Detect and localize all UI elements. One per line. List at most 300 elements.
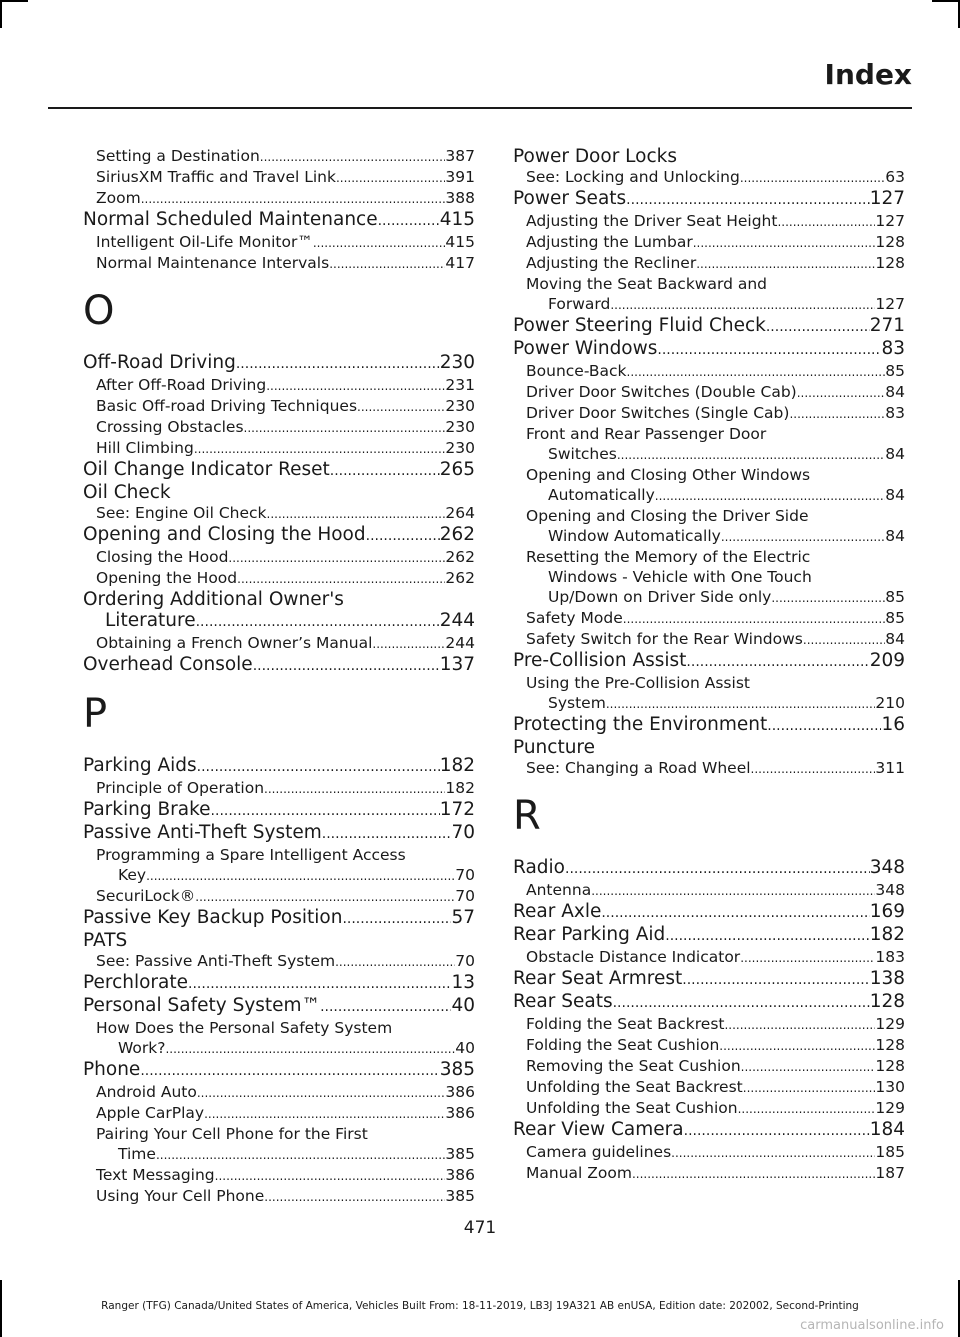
crop-mark-top-left-h — [0, 0, 28, 2]
dot-leader — [342, 909, 451, 930]
dot-leader — [320, 997, 451, 1018]
entry-page-number: 137 — [439, 654, 475, 675]
entry-page-number: 415 — [445, 233, 475, 251]
dot-leader — [237, 569, 445, 589]
entry-page-number: 63 — [885, 168, 905, 186]
index-subentry — [83, 568, 475, 589]
dot-leader — [777, 212, 875, 232]
index-subentry-text: Opening and Closing the Driver Side — [526, 507, 809, 525]
dot-leader — [740, 168, 885, 188]
dot-leader — [684, 1121, 870, 1142]
entry-label: Pre-Collision Assist — [513, 650, 687, 671]
entry-label: Opening the Hood — [96, 569, 238, 587]
entry-page-number: 262 — [445, 569, 475, 587]
entry-page-number: 388 — [445, 189, 475, 207]
entry-label: Rear Seat Armrest — [513, 968, 683, 989]
entry-page-number: 70 — [451, 822, 475, 843]
index-subentry-text: Front and Rear Passenger Door — [526, 425, 767, 443]
dot-leader — [565, 859, 870, 880]
entry-label: Safety Switch for the Rear Windows — [526, 630, 803, 648]
entry-label: Switches — [548, 445, 617, 463]
page-title: Index — [824, 58, 912, 91]
entry-page-number: 84 — [885, 630, 905, 648]
dot-leader — [372, 634, 445, 654]
entry-label: Power Steering Fluid Check — [513, 315, 766, 336]
section-letter: R — [513, 793, 541, 839]
index-entry — [83, 907, 475, 930]
entry-label: See: Passive Anti-Theft System — [96, 952, 336, 970]
dot-leader — [156, 1145, 445, 1165]
entry-label: Normal Maintenance Intervals — [96, 254, 330, 272]
index-heading: Power Door Locks — [513, 146, 678, 167]
entry-label: Manual Zoom — [526, 1164, 632, 1182]
index-entry — [83, 995, 475, 1018]
entry-page-number: 83 — [885, 404, 905, 422]
dot-leader — [671, 1143, 875, 1163]
index-subentry — [83, 253, 475, 274]
index-entry — [513, 315, 905, 338]
entry-page-number: 84 — [885, 445, 905, 463]
entry-label: Parking Aids — [83, 755, 197, 776]
index-heading: Puncture — [513, 737, 596, 758]
entry-label: Text Messaging — [96, 1166, 215, 1184]
index-subentry — [513, 167, 905, 188]
index-subentry — [83, 1144, 475, 1165]
entry-page-number: 127 — [869, 188, 905, 209]
entry-page-number: 128 — [875, 254, 905, 272]
entry-label: Hill Climbing — [96, 439, 194, 457]
entry-label: Apple CarPlay — [96, 1104, 205, 1122]
crop-mark-top-left — [0, 0, 2, 28]
index-entry — [83, 755, 475, 778]
entry-label: Passive Key Backup Position — [83, 907, 343, 928]
entry-page-number: 385 — [439, 1059, 475, 1080]
entry-page-number: 85 — [885, 588, 905, 606]
dot-leader — [329, 254, 445, 274]
entry-page-number: 127 — [875, 212, 905, 230]
entry-label: Adjusting the Driver Seat Height — [526, 212, 778, 230]
entry-page-number: 83 — [881, 338, 905, 359]
dot-leader — [196, 612, 440, 633]
index-subentry — [513, 758, 905, 779]
index-subentry — [83, 232, 475, 253]
entry-page-number: 40 — [451, 995, 475, 1016]
index-subentry — [83, 1165, 475, 1186]
entry-page-number: 130 — [875, 1078, 905, 1096]
entry-page-number: 16 — [881, 714, 905, 735]
dot-leader — [743, 1078, 876, 1098]
index-entry — [83, 524, 475, 547]
index-subentry — [513, 1163, 905, 1184]
dot-leader — [264, 779, 445, 799]
index-heading: Ordering Additional Owner's — [83, 589, 344, 610]
index-entry — [83, 654, 475, 677]
index-subentry — [513, 1014, 905, 1035]
dot-leader — [797, 383, 886, 403]
entry-label: Rear Seats — [513, 991, 613, 1012]
entry-page-number: 262 — [445, 548, 475, 566]
entry-label: See: Changing a Road Wheel — [526, 759, 751, 777]
dot-leader — [236, 354, 440, 375]
index-subentry — [83, 188, 475, 209]
entry-page-number: 129 — [875, 1015, 905, 1033]
dot-leader — [751, 759, 876, 779]
entry-page-number: 387 — [445, 147, 475, 165]
index-entry — [83, 799, 475, 822]
entry-label: Rear Parking Aid — [513, 924, 666, 945]
dot-leader — [610, 295, 875, 315]
index-entry — [513, 1119, 905, 1142]
dot-leader — [767, 716, 881, 737]
entry-label: Parking Brake — [83, 799, 211, 820]
entry-label: Unfolding the Seat Cushion — [526, 1099, 738, 1117]
entry-page-number: 84 — [885, 527, 905, 545]
entry-label: Folding the Seat Backrest — [526, 1015, 725, 1033]
index-subentry — [513, 485, 905, 506]
entry-label: Android Auto — [96, 1083, 197, 1101]
dot-leader — [253, 656, 440, 677]
dot-leader — [623, 609, 886, 629]
entry-label: Unfolding the Seat Backrest — [526, 1078, 743, 1096]
index-entry — [83, 1059, 475, 1082]
entry-label: Closing the Hood — [96, 548, 229, 566]
index-subentry — [513, 587, 905, 608]
dot-leader — [140, 1061, 439, 1082]
index-subentry — [513, 1035, 905, 1056]
entry-page-number: 183 — [875, 948, 905, 966]
index-subentry-text: Windows - Vehicle with One Touch — [548, 568, 812, 586]
page-number: 471 — [463, 1218, 497, 1238]
index-column-left — [83, 146, 475, 1207]
entry-page-number: 209 — [869, 650, 905, 671]
entry-page-number: 70 — [455, 887, 475, 905]
dot-leader — [657, 340, 881, 361]
dot-leader — [738, 1099, 876, 1119]
entry-label: Camera guidelines — [526, 1143, 672, 1161]
index-subentry — [83, 951, 475, 972]
header-divider — [48, 107, 912, 109]
dot-leader — [260, 147, 446, 167]
entry-label: Personal Safety System™ — [83, 995, 321, 1016]
index-subentry — [513, 211, 905, 232]
dot-leader — [204, 1104, 445, 1124]
entry-label: After Off-Road Driving — [96, 376, 267, 394]
dot-leader — [366, 526, 440, 547]
entry-label: Normal Scheduled Maintenance — [83, 209, 378, 230]
entry-label: Power Windows — [513, 338, 658, 359]
index-subentry — [513, 232, 905, 253]
entry-page-number: 169 — [869, 901, 905, 922]
dot-leader — [721, 527, 885, 547]
index-entry — [83, 209, 475, 232]
entry-label: Up/Down on Driver Side only — [548, 588, 772, 606]
entry-label: Antenna — [526, 881, 592, 899]
index-entry — [513, 857, 905, 880]
entry-page-number: 70 — [455, 952, 475, 970]
entry-page-number: 84 — [885, 486, 905, 504]
dot-leader — [146, 866, 455, 886]
index-subentry — [513, 880, 905, 901]
index-subentry — [83, 438, 475, 459]
entry-label: Obstacle Distance Indicator — [526, 948, 741, 966]
entry-page-number: 40 — [455, 1039, 475, 1057]
dot-leader — [264, 1187, 445, 1207]
entry-label: Folding the Seat Cushion — [526, 1036, 720, 1054]
entry-label: Radio — [513, 857, 565, 878]
index-subentry — [83, 1186, 475, 1207]
entry-page-number: 230 — [445, 397, 475, 415]
entry-page-number: 84 — [885, 383, 905, 401]
index-subentry — [83, 547, 475, 568]
index-subentry — [513, 1142, 905, 1163]
entry-label: Literature — [105, 610, 196, 631]
index-subentry — [513, 947, 905, 968]
entry-page-number: 385 — [445, 1187, 475, 1205]
entry-page-number: 70 — [455, 866, 475, 884]
index-subentry — [513, 1056, 905, 1077]
entry-page-number: 265 — [439, 459, 475, 480]
dot-leader — [211, 801, 440, 822]
section-letter: P — [83, 691, 108, 737]
index-entry — [83, 972, 475, 995]
index-subentry — [513, 361, 905, 382]
dot-leader — [626, 190, 870, 211]
index-subentry — [513, 526, 905, 547]
index-subentry — [83, 417, 475, 438]
entry-page-number: 391 — [445, 168, 475, 186]
entry-page-number: 244 — [445, 634, 475, 652]
entry-label: Oil Change Indicator Reset — [83, 459, 330, 480]
dot-leader — [165, 1039, 455, 1059]
entry-label: Power Seats — [513, 188, 627, 209]
index-subentry — [83, 633, 475, 654]
index-entry — [513, 924, 905, 947]
index-entry — [83, 822, 475, 845]
index-entry — [513, 650, 905, 673]
index-subentry — [513, 608, 905, 629]
index-subentry-text: Pairing Your Cell Phone for the First — [96, 1125, 368, 1143]
dot-leader — [378, 211, 440, 232]
index-entry — [513, 714, 905, 737]
index-entry — [513, 901, 905, 924]
entry-page-number: 231 — [445, 376, 475, 394]
entry-page-number: 386 — [445, 1104, 475, 1122]
footer-edition-info: Ranger (TFG) Canada/United States of America, Vehicles Built From: 18-11-2019, LB3J 19A321 AB enUSA, Edition date: 202002, Second-Printing — [101, 1300, 859, 1312]
dot-leader — [766, 317, 870, 338]
dot-leader — [591, 881, 875, 901]
index-column-right — [513, 146, 905, 1184]
entry-label: SecuriLock® — [96, 887, 196, 905]
index-subentry-text: Using the Pre-Collision Assist — [526, 674, 750, 692]
entry-page-number: 172 — [439, 799, 475, 820]
entry-page-number: 187 — [875, 1164, 905, 1182]
entry-label: Removing the Seat Cushion — [526, 1057, 741, 1075]
entry-page-number: 271 — [869, 315, 905, 336]
dot-leader — [686, 652, 869, 673]
index-subentry-text: Programming a Spare Intelligent Access — [96, 846, 406, 864]
index-subentry — [513, 294, 905, 315]
index-entry — [83, 610, 475, 633]
entry-page-number: 386 — [445, 1083, 475, 1101]
entry-page-number: 348 — [875, 881, 905, 899]
entry-label: Rear View Camera — [513, 1119, 684, 1140]
entry-page-number: 129 — [875, 1099, 905, 1117]
dot-leader — [606, 694, 876, 714]
dot-leader — [693, 233, 876, 253]
dot-leader — [741, 1057, 876, 1077]
entry-label: Overhead Console — [83, 654, 253, 675]
entry-label: System — [548, 694, 606, 712]
entry-label: Off-Road Driving — [83, 352, 236, 373]
entry-page-number: 417 — [445, 254, 475, 272]
index-subentry-text: Resetting the Memory of the Electric — [526, 548, 811, 566]
index-subentry — [83, 778, 475, 799]
index-entry — [83, 352, 475, 375]
dot-leader — [655, 486, 885, 506]
entry-label: Passive Anti-Theft System — [83, 822, 322, 843]
entry-page-number: 386 — [445, 1166, 475, 1184]
index-heading: PATS — [83, 930, 128, 951]
entry-label: See: Engine Oil Check — [96, 504, 267, 522]
index-subentry — [513, 629, 905, 650]
entry-label: Zoom — [96, 189, 141, 207]
entry-page-number: 85 — [885, 609, 905, 627]
entry-label: Driver Door Switches (Single Cab) — [526, 404, 790, 422]
index-entry — [513, 991, 905, 1014]
dot-leader — [740, 948, 875, 968]
entry-label: Principle of Operation — [96, 779, 265, 797]
entry-label: Setting a Destination — [96, 147, 260, 165]
dot-leader — [244, 418, 446, 438]
entry-label: Automatically — [548, 486, 655, 504]
dot-leader — [197, 757, 440, 778]
dot-leader — [617, 445, 885, 465]
entry-label: Opening and Closing the Hood — [83, 524, 366, 545]
watermark: carmanualsonline.info — [800, 1318, 944, 1333]
dot-leader — [665, 926, 869, 947]
dot-leader — [197, 1083, 446, 1103]
entry-page-number: 264 — [445, 504, 475, 522]
index-entry — [513, 188, 905, 211]
index-subentry — [513, 693, 905, 714]
dot-leader — [322, 824, 452, 845]
dot-leader — [724, 1015, 875, 1035]
dot-leader — [215, 1166, 446, 1186]
entry-page-number: 138 — [869, 968, 905, 989]
entry-page-number: 128 — [875, 233, 905, 251]
entry-page-number: 13 — [451, 972, 475, 993]
index-subentry — [83, 1103, 475, 1124]
dot-leader — [803, 630, 885, 650]
dot-leader — [789, 404, 885, 424]
index-subentry — [83, 396, 475, 417]
index-subentry — [83, 1038, 475, 1059]
index-heading: Oil Check — [83, 482, 171, 503]
dot-leader — [357, 397, 445, 417]
index-subentry — [83, 375, 475, 396]
dot-leader — [613, 993, 870, 1014]
entry-page-number: 128 — [875, 1057, 905, 1075]
index-subentry-text: Moving the Seat Backward and — [526, 275, 767, 293]
entry-label: Time — [118, 1145, 156, 1163]
index-subentry-text: Opening and Closing Other Windows — [526, 466, 811, 484]
entry-page-number: 185 — [875, 1143, 905, 1161]
dot-leader — [313, 233, 446, 253]
index-subentry — [83, 865, 475, 886]
index-subentry — [513, 253, 905, 274]
index-subentry — [83, 167, 475, 188]
entry-label: Obtaining a French Owner’s Manual — [96, 634, 373, 652]
dot-leader — [719, 1036, 875, 1056]
entry-label: Using Your Cell Phone — [96, 1187, 265, 1205]
dot-leader — [632, 1164, 875, 1184]
index-subentry — [513, 1098, 905, 1119]
entry-page-number: 311 — [875, 759, 905, 777]
entry-page-number: 128 — [869, 991, 905, 1012]
dot-leader — [627, 362, 886, 382]
entry-label: Basic Off-road Driving Techniques — [96, 397, 358, 415]
entry-label: Rear Axle — [513, 901, 602, 922]
crop-mark-top-right-h — [932, 0, 960, 2]
entry-label: Crossing Obstacles — [96, 418, 244, 436]
dot-leader — [330, 461, 440, 482]
entry-page-number: 230 — [445, 418, 475, 436]
dot-leader — [195, 887, 455, 907]
entry-page-number: 127 — [875, 295, 905, 313]
entry-label: Intelligent Oil-Life Monitor™ — [96, 233, 313, 251]
entry-label: Adjusting the Lumbar — [526, 233, 693, 251]
entry-label: Bounce-Back — [526, 362, 627, 380]
index-subentry-text: How Does the Personal Safety System — [96, 1019, 393, 1037]
index-entry — [513, 338, 905, 361]
entry-page-number: 57 — [451, 907, 475, 928]
entry-page-number: 210 — [875, 694, 905, 712]
dot-leader — [601, 903, 869, 924]
index-subentry — [513, 382, 905, 403]
entry-label: Work? — [118, 1039, 166, 1057]
entry-page-number: 85 — [885, 362, 905, 380]
index-subentry — [83, 503, 475, 524]
index-subentry — [83, 886, 475, 907]
entry-page-number: 230 — [445, 439, 475, 457]
dot-leader — [266, 376, 445, 396]
entry-label: Window Automatically — [548, 527, 721, 545]
entry-page-number: 182 — [445, 779, 475, 797]
index-subentry — [83, 1082, 475, 1103]
index-entry — [83, 459, 475, 482]
entry-page-number: 182 — [439, 755, 475, 776]
entry-label: Adjusting the Recliner — [526, 254, 697, 272]
entry-label: SiriusXM Traffic and Travel Link — [96, 168, 336, 186]
entry-page-number: 385 — [445, 1145, 475, 1163]
dot-leader — [336, 168, 445, 188]
index-subentry — [83, 146, 475, 167]
entry-label: Protecting the Environment — [513, 714, 768, 735]
entry-page-number: 182 — [869, 924, 905, 945]
entry-label: Key — [118, 866, 147, 884]
entry-page-number: 262 — [439, 524, 475, 545]
dot-leader — [771, 588, 885, 608]
entry-page-number: 128 — [875, 1036, 905, 1054]
dot-leader — [267, 504, 446, 524]
section-letter: O — [83, 288, 115, 334]
entry-label: Forward — [548, 295, 611, 313]
entry-label: Driver Door Switches (Double Cab) — [526, 383, 797, 401]
dot-leader — [194, 439, 446, 459]
dot-leader — [228, 548, 445, 568]
dot-leader — [682, 970, 869, 991]
dot-leader — [335, 952, 455, 972]
